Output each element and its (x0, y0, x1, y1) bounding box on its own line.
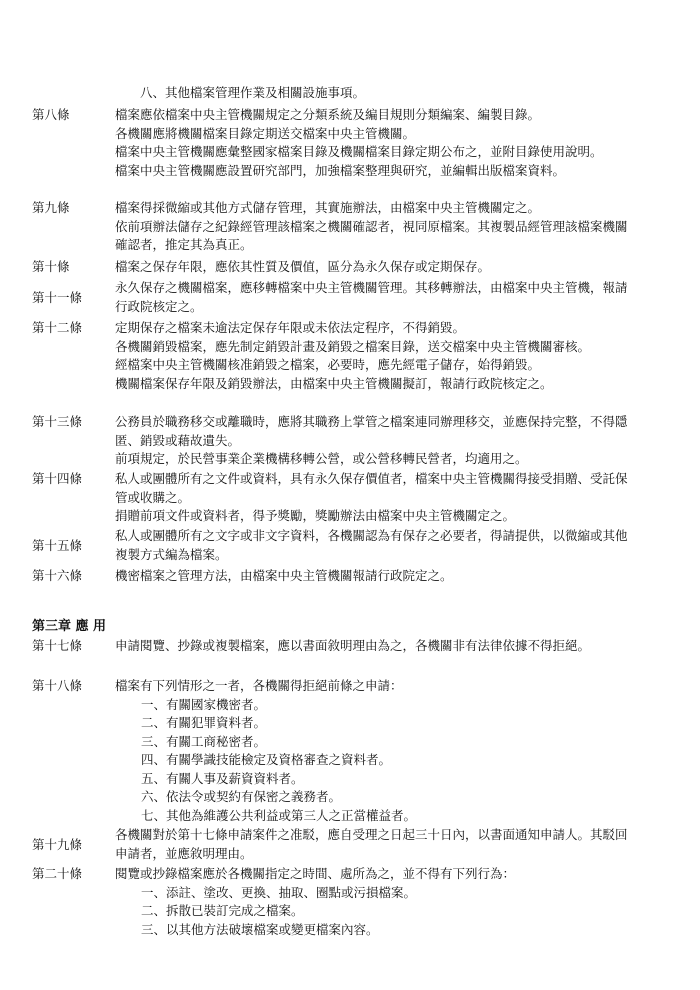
article-number: 第十六條 (32, 568, 83, 583)
article-number: 第十八條 (32, 678, 83, 693)
article-paragraph: 各機關銷毀檔案，應先制定銷毀計畫及銷毀之檔案目錄，送交檔案中央主管機關審核。 (115, 338, 591, 354)
article-14 (32, 470, 632, 526)
article-19 (32, 826, 632, 863)
list-item: 三、有關工商秘密者。 (141, 733, 267, 749)
list-item: 一、有關國家機密者。 (141, 696, 267, 712)
article-15 (32, 527, 632, 564)
list-item: 五、有關人事及薪資資料者。 (141, 770, 304, 786)
article-paragraph: 檔案得採微縮或其他方式儲存管理，其實施辦法，由檔案中央主管機關定之。 (115, 200, 541, 215)
article-9 (32, 199, 632, 255)
article-number: 第十三條 (32, 414, 83, 429)
article-paragraph: 定期保存之檔案未逾法定保存年限或未依法定程序，不得銷毀。 (115, 320, 466, 335)
article-paragraph: 機密檔案之管理方法，由檔案中央主管機關報請行政院定之。 (115, 568, 453, 583)
article-number: 第十二條 (32, 320, 83, 335)
article-number: 第十七條 (32, 638, 83, 653)
article-12 (32, 319, 632, 393)
list-item: 三、以其他方法破壞檔案或變更檔案內容。 (141, 921, 379, 937)
article-number: 第十四條 (32, 471, 83, 486)
article-number: 第九條 (32, 200, 70, 215)
article-17 (32, 637, 632, 656)
article-paragraph: 私人或團體所有之文字或非文字資料，各機關認為有保存之必要者，得請提供，以微縮或其他複製方式編為檔案。 (115, 528, 628, 562)
article-8 (32, 106, 632, 180)
article-paragraph: 申請閱覽、抄錄或複製檔案，應以書面敘明理由為之，各機關非有法律依據不得拒絕。 (115, 638, 591, 653)
article-11 (32, 279, 632, 316)
chapter-heading: 第三章 應 用 (32, 619, 107, 634)
article-paragraph: 檔案應依檔案中央主管機關規定之分類系統及編目規則分類編案、編製目錄。 (115, 107, 541, 122)
article-paragraph: 檔案中央主管機關應彙整國家檔案目錄及機關檔案目錄定期公布之，並附目錄使用說明。 (115, 144, 603, 159)
article-paragraph: 前項規定，於民營事業企業機構移轉公營，或公營移轉民營者，均適用之。 (115, 451, 528, 466)
article-paragraph: 閱覽或抄錄檔案應於各機關指定之時間、處所為之，並不得有下列行為： (115, 866, 516, 881)
list-item: 四、有關學識技能檢定及資格審查之資料者。 (141, 752, 392, 767)
article-20 (32, 865, 632, 939)
article-paragraph: 公務員於職務移交或離職時，應將其職務上掌管之檔案連同辦理移交，並應保持完整，不得隱匿、銷毀或藉故遺失。 (115, 414, 628, 448)
article-number: 第十條 (32, 259, 70, 274)
list-item: 二、拆散已裝訂完成之檔案。 (141, 903, 304, 918)
article-paragraph: 檔案有下列情形之一者，各機關得拒絕前條之申請： (115, 678, 403, 693)
article-number: 第二十條 (32, 866, 83, 881)
list-item: 一、添註、塗改、更換、抽取、圈點或污損檔案。 (141, 884, 417, 900)
article-paragraph: 依前項辦法儲存之紀錄經管理該檔案之機關確認者，視同原檔案。其複製品經管理該檔案機關確認者，推定其為真正。 (115, 218, 628, 252)
article-10 (32, 258, 632, 277)
article-paragraph: 各機關對於第十七條申請案件之准駁，應自受理之日起三十日內，以書面通知申請人。其駁回申請者，並應敘明理由。 (115, 827, 628, 861)
article-paragraph: 機關檔案保存年限及銷毀辦法，由檔案中央主管機關擬訂，報請行政院核定之。 (115, 375, 553, 391)
list-item-continued: 八、其他檔案管理作業及相關設施事項。 (140, 85, 366, 100)
article-paragraph: 永久保存之機關檔案，應移轉檔案中央主管機關管理。其移轉辦法，由檔案中央主管機，報請行政院核定之。 (115, 280, 628, 314)
article-number: 第十五條 (32, 537, 83, 553)
article-paragraph: 經檔案中央主管機關核准銷毀之檔案，必要時，應先經電子儲存，始得銷毀。 (115, 357, 541, 372)
article-18 (32, 677, 632, 825)
article-16 (32, 567, 632, 586)
list-item: 七、其他為維護公共利益或第三人之正當權益者。 (141, 807, 417, 823)
article-13 (32, 413, 632, 469)
article-paragraph: 檔案中央主管機關應設置研究部門，加強檔案整理與研究，並編輯出版檔案資料。 (115, 162, 566, 178)
article-number: 第八條 (32, 107, 70, 122)
article-number: 第十一條 (32, 289, 83, 305)
article-paragraph: 各機關應將機關檔案目錄定期送交檔案中央主管機關。 (115, 125, 416, 141)
article-paragraph: 捐贈前項文件或資料者，得予獎勵，獎勵辦法由檔案中央主管機關定之。 (115, 508, 516, 523)
article-paragraph: 私人或團體所有之文件或資料，具有永久保存價值者，檔案中央主管機關得接受捐贈、受託保管或收購之。 (115, 471, 628, 505)
list-item: 六、依法令或契約有保密之義務者。 (141, 789, 342, 804)
article-paragraph: 檔案之保存年限，應依其性質及價值，區分為永久保存或定期保存。 (115, 259, 491, 274)
list-item: 二、有關犯罪資料者。 (141, 715, 267, 730)
article-number: 第十九條 (32, 836, 83, 852)
